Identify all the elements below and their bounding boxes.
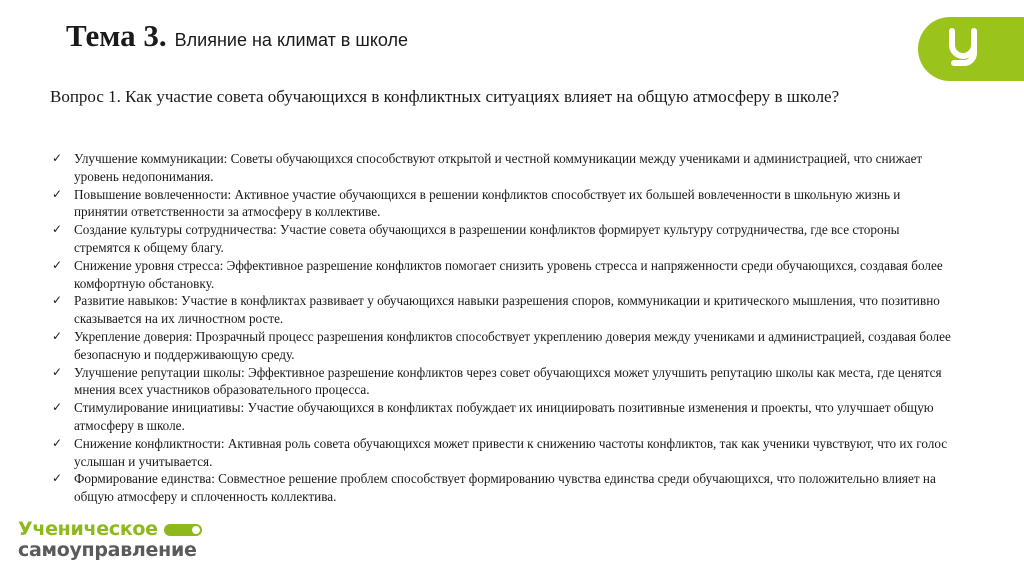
list-item (52, 399, 952, 435)
u-letter-logo-icon (944, 27, 990, 71)
list-item-text: Улучшение коммуникации: Советы обучающихся способствуют открытой и честной коммуникации между учениками и администрацией, что снижает уровень недопонимания. (74, 151, 923, 184)
checkmark-icon: ✓ (52, 222, 63, 237)
brand-line-1: Ученическое (18, 518, 158, 540)
checkmark-icon: ✓ (52, 151, 63, 165)
list-item (52, 328, 952, 364)
benefits-list (52, 150, 952, 506)
brand-line-2: самоуправление (18, 539, 197, 561)
checkmark-icon: ✓ (52, 328, 63, 343)
list-item-text: Формирование единства: Совместное решение проблем способствует формированию чувства единства среди обучающихся, что положительно влияет на общую атмосферу и сплоченность коллектива. (74, 471, 936, 505)
list-item-text: Улучшение репутации школы: Эффективное разрешение конфликтов через совет обучающихся может улучшить репутацию школы как места, где ценятся мнения всех участников образовательного процесса. (74, 364, 942, 398)
list-item (52, 150, 952, 186)
toggle-pill-icon (164, 524, 202, 536)
list-item-text: Укрепление доверия: Прозрачный процесс разрешения конфликтов способствует укреплению доверия между учениками и администрацией, создавая более безопасную и поддерживающую среду. (74, 328, 951, 362)
checkmark-icon: ✓ (52, 293, 63, 308)
checkmark-icon: ✓ (52, 186, 63, 201)
logo-badge (918, 17, 1024, 81)
list-item-text: Создание культуры сотрудничества: Участие совета обучающихся в разрешении конфликтов формирует культуру сотрудничества, где все стороны стремятся к общему благу. (74, 222, 900, 255)
checkmark-icon: ✓ (52, 364, 63, 379)
list-item-text: Развитие навыков: Участие в конфликтах развивает у обучающихся навыки разрешения споров, коммуникации и критического мышления, что позитивно сказывается на их личностном росте. (74, 293, 940, 327)
checkmark-icon: ✓ (52, 400, 63, 415)
topic-name: Влияние на климат в школе (174, 30, 409, 50)
checkmark-icon: ✓ (52, 435, 63, 450)
list-item (52, 292, 952, 328)
slide-title (66, 18, 408, 54)
list-item (52, 470, 952, 506)
list-item-text: Снижение уровня стресса: Эффективное разрешение конфликтов помогает снизить уровень стресса и напряженности среди обучающихся, создавая более комфортную обстановку. (74, 257, 943, 291)
list-item (52, 435, 952, 471)
list-item-text: Повышение вовлеченности: Активное участие обучающихся в решении конфликтов способствует их большей вовлеченности в школьную жизнь и принятии ответственности за атмосферу в коллективе. (74, 186, 901, 220)
checkmark-icon: ✓ (52, 257, 63, 272)
list-item (52, 364, 952, 400)
checkmark-icon: ✓ (52, 471, 63, 486)
list-item-text: Снижение конфликтности: Активная роль совета обучающихся может привести к снижению частоты конфликтов, так как ученики чувствуют, что их голос услышан и учитывается. (74, 435, 948, 469)
list-item (52, 257, 952, 293)
topic-number: Тема 3. (66, 18, 167, 53)
brand-logo (18, 519, 202, 561)
list-item (52, 221, 952, 257)
list-item (52, 186, 952, 222)
question-text: Вопрос 1. Как участие совета обучающихся в конфликтных ситуациях влияет на общую атмосферу в школе? (50, 87, 840, 106)
list-item-text: Стимулирование инициативы: Участие обучающихся в конфликтах побуждает их инициировать позитивные изменения и проекты, что улучшает общую атмосферу в школе. (74, 400, 934, 433)
